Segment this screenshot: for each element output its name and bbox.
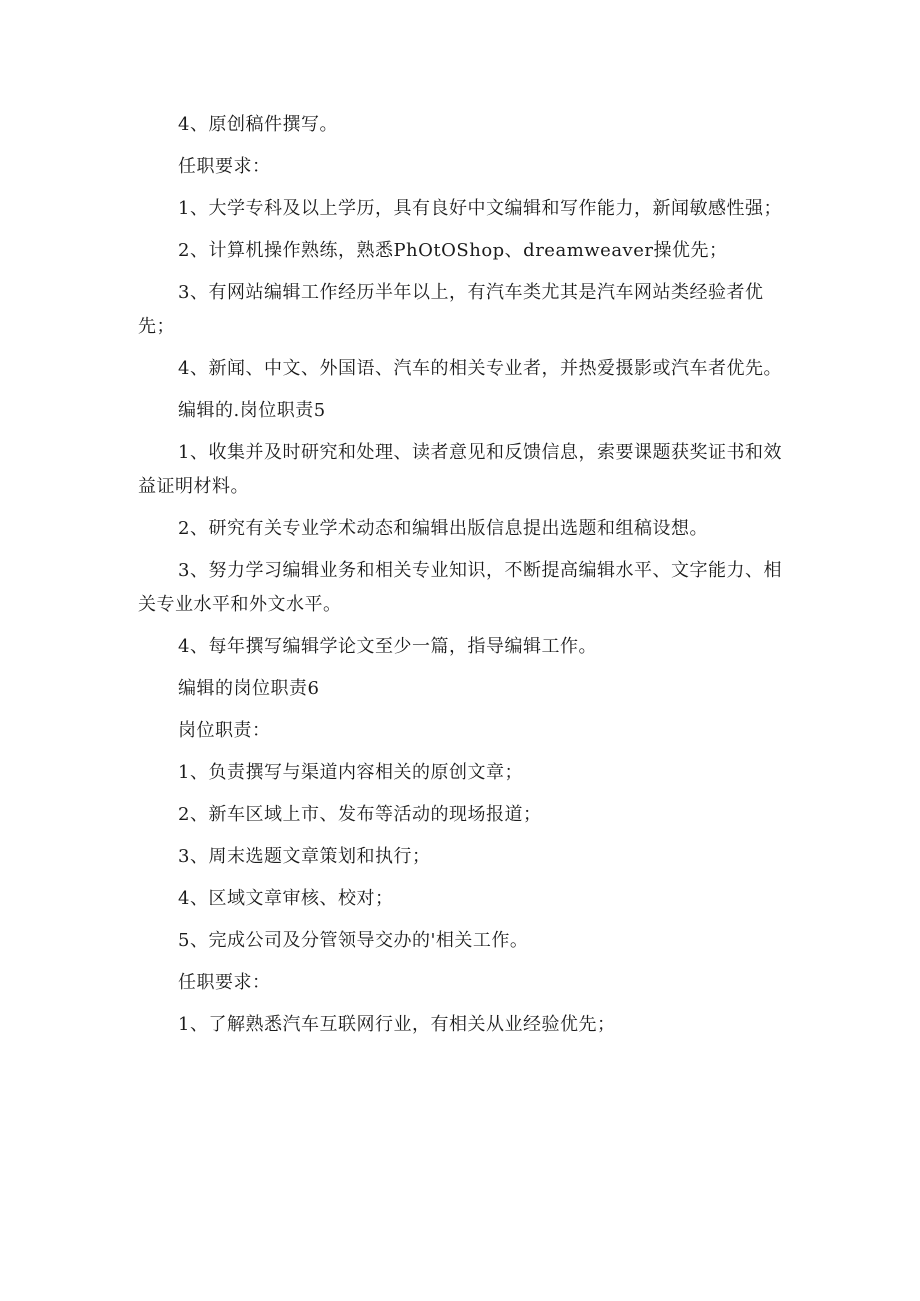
paragraph-duty-study: 3、努力学习编辑业务和相关专业知识，不断提高编辑水平、文字能力、相关专业水平和外文水平。 xyxy=(138,560,782,615)
paragraph-requirement-experience: 3、有网站编辑工作经历半年以上，有汽车类尤其是汽车网站类经验者优先； xyxy=(138,282,764,337)
paragraph-duty-review: 4、区域文章审核、校对； xyxy=(178,888,394,909)
paragraph-duty-original-articles: 1、负责撰写与渠道内容相关的原创文章； xyxy=(178,762,523,783)
paragraph-duty-weekend-topics: 3、周末选题文章策划和执行； xyxy=(178,846,431,867)
paragraph-duty-other-tasks: 5、完成公司及分管领导交办的'相关工作。 xyxy=(178,930,529,951)
paragraph-requirement-industry: 1、了解熟悉汽车互联网行业，有相关从业经验优先； xyxy=(178,1014,616,1035)
heading-job-requirements: 任职要求： xyxy=(178,156,271,177)
paragraph-duty-research-topics: 2、研究有关专业学术动态和编辑出版信息提出选题和组稿设想。 xyxy=(178,518,708,539)
heading-job-duties: 岗位职责： xyxy=(178,720,271,741)
paragraph-duty-write-papers: 4、每年撰写编辑学论文至少一篇，指导编辑工作。 xyxy=(178,636,597,657)
paragraph-requirement-major: 4、新闻、中文、外国语、汽车的相关专业者，并热爱摄影或汽车者优先。 xyxy=(178,358,782,379)
heading-job-requirements-2: 任职要求： xyxy=(178,972,271,993)
paragraph-requirement-computer: 2、计算机操作熟练，熟悉PhOtOShop、dreamweaver操优先； xyxy=(178,240,728,261)
section-title-duties-6: 编辑的岗位职责6 xyxy=(178,678,320,699)
section-title-duties-5: 编辑的.岗位职责5 xyxy=(178,400,326,421)
paragraph-requirement-education: 1、大学专科及以上学历，具有良好中文编辑和写作能力，新闻敏感性强； xyxy=(178,198,782,219)
paragraph-duty-onsite-reports: 2、新车区域上市、发布等活动的现场报道； xyxy=(178,804,542,825)
paragraph-duty-collect-feedback: 1、收集并及时研究和处理、读者意见和反馈信息，索要课题获奖证书和效益证明材料。 xyxy=(138,442,782,497)
paragraph-original-drafting: 4、原创稿件撰写。 xyxy=(178,114,338,135)
document-body xyxy=(138,108,798,1042)
